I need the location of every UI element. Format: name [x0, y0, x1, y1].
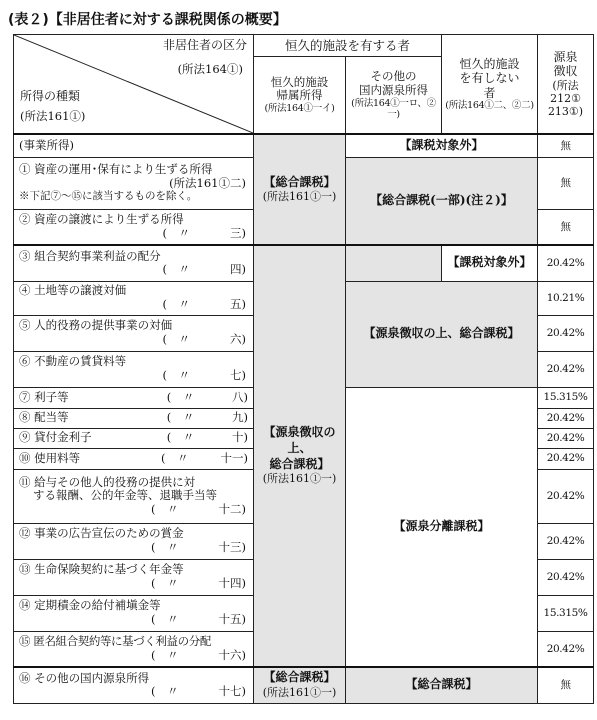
income-ref: 十二) [218, 501, 246, 516]
cell-withhold-then-comp: 【源泉徴収の上、総合課税】 [346, 281, 538, 387]
header-no-pe [442, 35, 538, 135]
ditto-mark: ( 〃 [151, 501, 179, 516]
income-ref-line [19, 369, 248, 383]
income-ref-line [19, 577, 248, 591]
income-row [14, 631, 254, 667]
cell-out-of-scope: 【課税対象外】 [346, 134, 538, 157]
ditto-mark: ( 〃 [162, 225, 190, 240]
header-pe-group: 恒久的施設を有する者 [254, 35, 442, 57]
income-ref: 十一) [220, 450, 248, 465]
income-ref: 八) [232, 389, 248, 404]
ditto-mark: ( 〃 [151, 540, 179, 554]
withholding-rate: 無 [538, 157, 594, 209]
income-label: ⑥ 不動産の賃貸料等 [19, 354, 127, 369]
header-pe-attrib-line: 恒久的施設 [270, 74, 329, 89]
table-caption: (表２)【非居住者に対する課税関係の概要】 [8, 12, 287, 28]
income-single-line [19, 411, 248, 425]
cell-text: (所法161①一) [262, 685, 337, 699]
cell-text: 総合課税】 [269, 456, 330, 471]
income-single-line [19, 391, 248, 405]
income-ref: 十六) [218, 647, 246, 662]
header-corner [14, 35, 254, 135]
income-ref: 九) [232, 410, 248, 425]
ditto-mark: ( 〃 [151, 684, 179, 699]
corner-bottom-ref: (所法161①) [20, 109, 86, 123]
cell-separate: 【源泉分離課税】 [346, 387, 538, 667]
income-ref-line [19, 333, 248, 347]
cell-text: (所法161①一) [262, 190, 337, 204]
header-pe-attrib [254, 57, 346, 134]
income-row [14, 157, 254, 209]
income-note: ※下記⑦～⑮に該当するものを除く。 [19, 190, 198, 203]
ditto-mark: ( 〃 [151, 612, 179, 626]
corner-bottom-label: 所得の種類 [20, 89, 81, 103]
income-row [14, 667, 254, 703]
header-pe-other-ref: (所法164①一ロ、②一) [351, 97, 436, 120]
withholding-rate: 10.21% [538, 281, 594, 315]
income-ref-line [19, 263, 248, 277]
income-ref: 六) [230, 332, 246, 346]
income-label: ⑭ 定期積金の給付補塡金等 [19, 598, 161, 613]
withholding-rate: 20.42% [538, 631, 594, 667]
cell-text: 【総合課税】 [263, 670, 336, 685]
tax-overview-table [13, 34, 594, 704]
withholding-rate: 無 [538, 667, 594, 703]
income-label: (事業所得) [19, 137, 74, 152]
income-row [14, 245, 254, 281]
cell-pe-comprehensive-2 [254, 667, 346, 703]
withholding-rate: 15.315% [538, 595, 594, 631]
income-ref: 十) [232, 430, 248, 445]
income-single-line [19, 431, 248, 445]
income-ref-line [19, 613, 248, 627]
ditto-mark: ( 〃 [162, 297, 190, 311]
header-withholding-line: 212① [550, 91, 581, 105]
income-row [14, 559, 254, 595]
header-no-pe-line: 者 [483, 85, 496, 100]
cell-text: 【総合課税】 [263, 174, 336, 189]
cell-pe-withhold [254, 245, 346, 667]
header-pe-other [346, 57, 442, 134]
header-pe-attrib-line: 帰属所得 [276, 88, 323, 103]
income-ref: 十三) [218, 540, 246, 554]
withholding-rate: 無 [538, 134, 594, 157]
cell-text: 【源泉徴収の上、 [263, 425, 336, 456]
header-withholding-line: (所法 [552, 78, 579, 92]
income-label: ⑬ 生命保険契約に基づく年金等 [19, 562, 184, 577]
cell-out-of-scope-2: 【課税対象外】 [442, 245, 538, 281]
income-label: ③ 組合契約事業利益の配分 [19, 248, 161, 263]
ditto-mark: ( 〃 [161, 450, 189, 465]
income-label: ⑯ その他の国内源泉所得 [19, 670, 150, 685]
ditto-mark: ( 〃 [162, 332, 190, 346]
income-ref-line [19, 298, 248, 312]
withholding-rate: 20.42% [538, 559, 594, 595]
income-row [14, 428, 254, 448]
income-row [14, 209, 254, 245]
income-label-cont: する報酬、公的年金等、退職手当等 [33, 488, 217, 503]
withholding-rate: 15.315% [538, 387, 594, 408]
ditto-mark: ( 〃 [151, 576, 179, 590]
income-label: ④ 土地等の譲渡対価 [19, 283, 127, 298]
ditto-mark: ( 〃 [162, 262, 190, 277]
header-pe-other-line: 国内源泉所得 [359, 82, 428, 97]
header-withholding-line: 徴収 [553, 64, 578, 79]
withholding-rate: 20.42% [538, 428, 594, 448]
income-label: ⑫ 事業の広告宣伝のための賞金 [19, 526, 184, 541]
income-ref: 十五) [218, 612, 246, 626]
cell-comprehensive: 【総合課税】 [346, 667, 538, 703]
withholding-rate: 無 [538, 209, 594, 245]
income-row [14, 469, 254, 523]
income-ref: (所法161①二) [169, 175, 246, 190]
header-no-pe-ref: (所法164①二、②二) [445, 99, 534, 111]
ditto-mark: ( 〃 [151, 647, 179, 662]
ditto-mark: ( 〃 [162, 368, 190, 382]
ditto-mark: ( 〃 [166, 389, 195, 404]
income-row [14, 315, 254, 351]
income-ref: 四) [230, 262, 246, 277]
income-row [14, 351, 254, 387]
income-ref-line [19, 227, 248, 241]
withholding-rate: 20.42% [538, 351, 594, 387]
income-ref: 五) [230, 297, 246, 311]
corner-top-label: 非居住者の区分 [162, 38, 247, 52]
income-label: ⑮ 匿名組合契約等に基づく利益の分配 [19, 634, 211, 649]
income-row [14, 408, 254, 428]
header-no-pe-line: を有しない [459, 71, 520, 86]
income-row [14, 281, 254, 315]
income-label: ⑦ 利子等 [19, 389, 69, 404]
income-ref: 三) [230, 225, 246, 240]
income-ref-line [19, 503, 248, 517]
header-withholding-line: 源泉 [553, 49, 578, 64]
header-withholding-line: 213①) [547, 104, 584, 118]
header-pe-other-line: その他の [370, 68, 417, 83]
income-ref-line [19, 541, 248, 555]
income-row [14, 448, 254, 469]
cell-pe-other-blank [346, 245, 442, 281]
withholding-rate: 20.42% [538, 469, 594, 523]
withholding-rate: 20.42% [538, 245, 594, 281]
income-label: ⑪ 給与その他人的役務の提供に対 [19, 474, 196, 489]
header-pe-attrib-ref: (所法164①一イ) [264, 103, 335, 115]
withholding-rate: 20.42% [538, 523, 594, 559]
income-ref: 十七) [218, 684, 246, 699]
income-ref: 十四) [218, 576, 246, 590]
income-row [14, 595, 254, 631]
income-single-line [19, 452, 248, 466]
income-ref: 七) [230, 368, 246, 382]
ditto-mark: ( 〃 [166, 430, 195, 445]
ditto-mark: ( 〃 [166, 410, 195, 425]
income-label: ⑩ 使用料等 [19, 450, 81, 465]
cell-partial: 【総合課税(一部)(注２)】 [346, 157, 538, 245]
income-label: ⑧ 配当等 [19, 410, 69, 425]
header-no-pe-line: 恒久的施設 [459, 56, 520, 71]
cell-text: (所法161①一) [262, 472, 337, 486]
cell-pe-comprehensive [254, 134, 346, 245]
income-label: ⑤ 人的役務の提供事業の対価 [19, 318, 173, 333]
withholding-rate: 20.42% [538, 408, 594, 428]
income-row [14, 523, 254, 559]
income-label: ⑨ 貸付金利子 [19, 430, 92, 445]
income-label: ② 資産の譲渡により生ずる所得 [19, 212, 184, 227]
header-withholding [538, 35, 594, 135]
income-ref-line [19, 649, 248, 663]
income-label: ① 資産の運用･保有により生ずる所得 [19, 162, 213, 177]
income-row [14, 134, 254, 157]
withholding-rate: 20.42% [538, 315, 594, 351]
income-row [14, 387, 254, 408]
withholding-rate: 20.42% [538, 448, 594, 469]
income-ref-line [19, 685, 248, 699]
corner-top-ref: (所法164①) [177, 62, 243, 76]
